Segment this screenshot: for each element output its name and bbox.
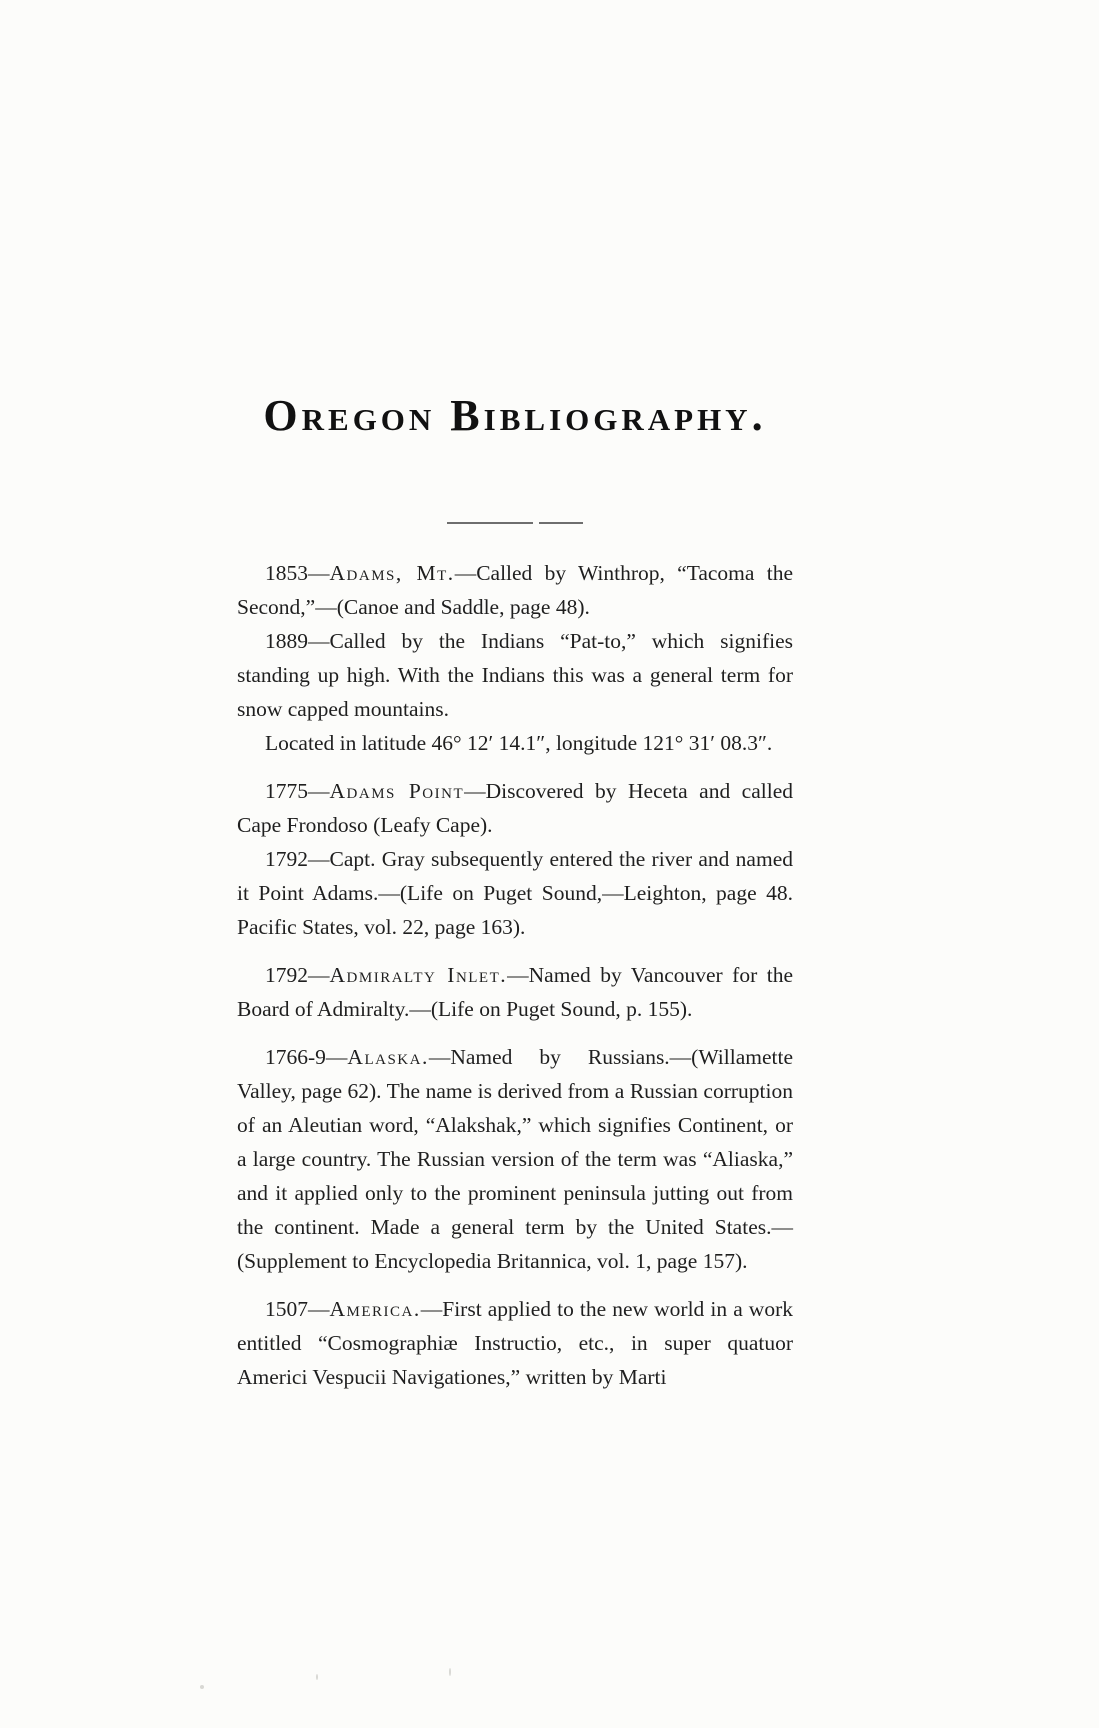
entry-text: 1507—	[265, 1297, 330, 1321]
scan-speck	[449, 1668, 451, 1676]
entry-heading: Admiralty Inlet.	[329, 963, 508, 987]
divider-line-long	[447, 522, 533, 524]
entry-text: —First applied to the new world in a work entitled “Cosmographiæ Instructio, etc., in super quatuor Americi Vespucii Navigationes,” written by Marti	[237, 1297, 793, 1389]
bibliography-entry	[237, 624, 793, 726]
entry-text: 1792—Capt. Gray subsequently entered the river and named it Point Adams.—(Life on Puget Sound,—Leighton, page 48. Pacific States, vol. 22, page 163).	[237, 847, 793, 939]
entry-heading: America.	[329, 1297, 421, 1321]
book-page	[237, 0, 793, 1728]
bibliography-entry	[237, 1040, 793, 1278]
entry-text: 1889—Called by the Indians “Pat-to,” which signifies standing up high. With the Indians this was a general term for snow capped mountains.	[237, 629, 793, 721]
bibliography-entry	[237, 842, 793, 944]
entry-text: 1853—	[265, 561, 330, 585]
entries	[237, 556, 793, 1394]
entry-heading: Alaska.	[347, 1045, 429, 1069]
bibliography-entry	[237, 1292, 793, 1394]
entry-text: —Named by Vancouver for the Board of Admiralty.—(Life on Puget Sound, p. 155).	[237, 963, 793, 1021]
bibliography-entry	[237, 556, 793, 624]
scan-speck	[316, 1674, 318, 1680]
bibliography-entry	[237, 774, 793, 842]
entry-heading: Adams, Mt.	[329, 561, 455, 585]
bibliography-entry	[237, 958, 793, 1026]
divider-line-short	[539, 522, 583, 524]
entry-text: 1775—	[265, 779, 330, 803]
entry-heading: Adams Point	[329, 779, 465, 803]
entry-text: —Named by Russians.—(Willamette Valley, page 62). The name is derived from a Russian corruption of an Aleutian word, “Alakshak,” which signifies Continent, or a large country. The Russian version of the term was “Aliaska,” and it applied only to the prominent peninsula jutting out from the continent. Made a general term by the United States.—(Supplement to Encyclopedia Britannica, vol. 1, page 157).	[237, 1045, 793, 1273]
entry-text: Located in latitude 46° 12′ 14.1″, longitude 121° 31′ 08.3″.	[265, 731, 773, 755]
entry-text: —Discovered by Heceta and called Cape Frondoso (Leafy Cape).	[237, 779, 793, 837]
page-title: Oregon Bibliography.	[263, 391, 767, 440]
bibliography-entry	[237, 726, 793, 760]
entry-text: 1792—	[265, 963, 330, 987]
entry-text: 1766-9—	[265, 1045, 348, 1069]
entry-text: —Called by Winthrop, “Tacoma the Second,”—(Canoe and Saddle, page 48).	[237, 561, 793, 619]
title-divider	[237, 522, 793, 524]
scan-speck	[200, 1685, 204, 1689]
